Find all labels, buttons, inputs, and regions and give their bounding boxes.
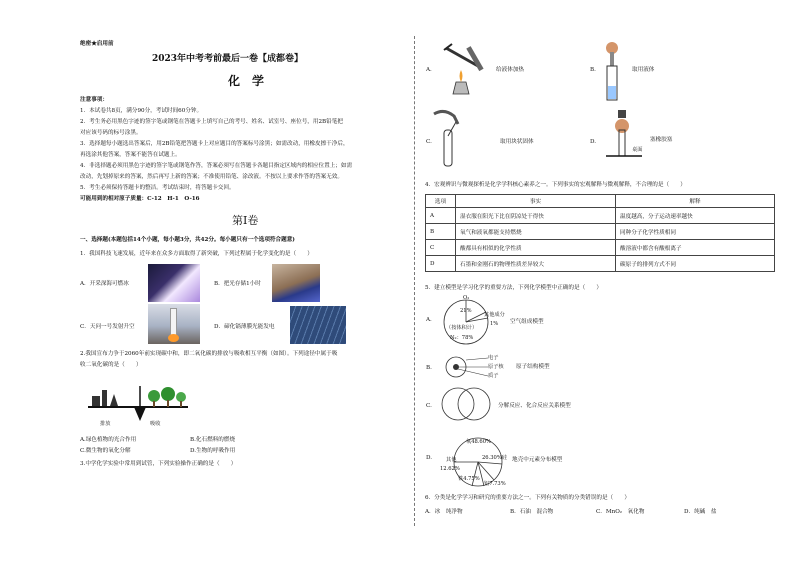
- q4-cell: 同种分子化学性质相同: [616, 224, 775, 240]
- q3-taking-solid-image: [430, 106, 470, 170]
- notes-line-3: 对应该号码的标号涂黑。: [80, 130, 142, 136]
- q5-d-iron: 铁4.75%: [458, 476, 480, 482]
- q2-balance-diagram: [84, 376, 194, 426]
- notes-line-4: 3．选择题每小题选出答案后，用2B铅笔把答题卡上对应题目的答案标号涂黑；如需改动，用橡皮擦干净后，: [80, 141, 349, 147]
- q4-cell: 酸都具有相似的化学性质: [456, 240, 616, 256]
- q1-option-b: B．把光存储1小时: [214, 281, 261, 287]
- table-row: [426, 208, 775, 224]
- q4-col-option: 选项: [426, 195, 456, 208]
- q5-a-21: 21%: [460, 308, 472, 314]
- q5-atom-model: [436, 354, 490, 380]
- q6-option-d: D．纯碱 盐: [684, 509, 717, 515]
- q3-caption-a: 给液体加热: [496, 67, 524, 73]
- q4-cell: A: [426, 208, 456, 224]
- column-divider: [414, 36, 415, 526]
- q5-b-nucleus: 原子核: [488, 364, 504, 370]
- table-header-row: [426, 195, 775, 208]
- q5-a-other: 其他成分: [484, 312, 505, 318]
- q3-taking-liquid-image: [598, 40, 628, 104]
- notes-line-6: 4．非选择题必须用黑色字迹的签字笔或钢笔作答，答案必须写在答题卡各题目指定区域内的相应位置上；如需: [80, 163, 353, 169]
- q5-b-proton: 质子: [488, 373, 499, 379]
- q5-d-other: 其他: [446, 457, 457, 463]
- q5-a-n2: N₂：78%: [450, 335, 474, 341]
- q4-col-fact: 事实: [456, 195, 616, 208]
- q2-stem: 2.我国宣布力争于2060年前实现碳中和，即二氧化碳的排放与吸收相互平衡（如图）。下列途径中属于吸: [80, 351, 338, 357]
- notes-line-1: 1．本试卷共8页，满分90分，考试时间60分钟。: [80, 108, 203, 114]
- q3-label-b: B.: [590, 67, 596, 73]
- q1-option-a: A．开采深海可燃冰: [80, 281, 129, 287]
- q5-a-1: 1%: [490, 321, 499, 327]
- q2-label-emission: 排放: [100, 421, 111, 427]
- q1-rocket-image: [148, 304, 200, 344]
- q2-option-b: B.化石燃料的燃烧: [190, 437, 236, 443]
- q4-cell: 石墨和金刚石的物理性质差异较大: [456, 256, 616, 272]
- q5-d-aluminium: 铝7.73%: [484, 481, 506, 487]
- table-row: [426, 240, 775, 256]
- q1-stem: 1．我国科技飞速发展，近年来在众多方面取得了新突破，下列过程属于化学变化的是（ ）: [80, 251, 313, 257]
- q5-label-a: A.: [426, 317, 432, 323]
- q2-option-a: A.绿色植物的光合作用: [80, 437, 137, 443]
- notes-heading: 注意事项：: [80, 97, 108, 103]
- q5-d-oxygen: 氧48.60%: [466, 439, 491, 445]
- q5-b-electron: 电子: [488, 355, 499, 361]
- section-instruction: 一、选择题(本题包括14个小题，每小题3分，共42分。每小题只有一个选项符合题意): [80, 237, 295, 243]
- q6-option-b: B．石油 混合物: [510, 509, 554, 515]
- q6-option-c: C．MnO₂ 氧化物: [596, 509, 645, 515]
- q4-cell: 湿衣服在阳光下比在阴凉处干得快: [456, 208, 616, 224]
- q3-caption-c: 取用块状固体: [500, 139, 534, 145]
- q6-option-a: A．冰 纯净物: [425, 509, 463, 515]
- q3-stem: 3.中学化学实验中常用到试管，下列实验操作正确的是（ ）: [80, 461, 237, 467]
- table-row: [426, 256, 775, 272]
- q5-d-silicon: 26.30%硅: [482, 455, 507, 461]
- q4-cell: C: [426, 240, 456, 256]
- q4-table: [425, 194, 775, 272]
- q2-stem-2: 收二氧化碳的是（ ）: [80, 362, 142, 368]
- q5-label-d: D.: [426, 455, 433, 461]
- q5-label-b: B.: [426, 365, 432, 371]
- q2-label-absorption: 吸收: [150, 421, 161, 427]
- q3-label-d: D.: [590, 139, 597, 145]
- q3-rubber-stopper-image: [604, 106, 644, 168]
- q1-solar-panel-image: [290, 306, 346, 344]
- q5-d-other-pct: 12.62%: [440, 466, 460, 472]
- q5-b-caption: 原子结构模型: [516, 364, 550, 370]
- q3-caption-b: 取用液体: [632, 67, 655, 73]
- q4-cell: 碳原子的排列方式不同: [616, 256, 775, 272]
- q3-heating-liquid-image: [438, 42, 498, 100]
- table-row: [426, 224, 775, 240]
- q1-fire-ice-image: [148, 264, 200, 302]
- q1-option-d: D．碲化镉薄膜光能发电: [214, 324, 275, 330]
- q4-stem: 4．宏观辨识与微观探析是化学学科核心素养之一。下列事实的宏观解释与微观解释，不合理的是（ ）: [425, 182, 686, 188]
- q3-desk-label: 桌面: [632, 147, 643, 153]
- q1-option-c: C．天问一号发射升空: [80, 324, 135, 330]
- q4-cell: 温度越高，分子运动速率越快: [616, 208, 775, 224]
- q3-label-c: C.: [426, 139, 432, 145]
- notes-line-8: 5．考生必须保持答题卡的整洁。考试结束时，将答题卡交回。: [80, 185, 235, 191]
- q4-cell: 氧气和液氧都能支持燃烧: [456, 224, 616, 240]
- q5-a-volume: （按体积计）: [446, 325, 478, 331]
- notes-line-2: 2．考生务必用黑色字迹的签字笔或钢笔在答题卡上填写自己的考号、姓名、试室号、座位号，用2B铅笔把: [80, 119, 343, 125]
- q5-venn-diagram: [436, 384, 496, 424]
- q4-cell: B: [426, 224, 456, 240]
- q3-label-a: A.: [426, 67, 432, 73]
- secret-mark: 绝密★启用前: [80, 41, 114, 47]
- q5-stem: 5．建立模型是学习化学的重要方法，下列化学模型中正确的是（ ）: [425, 285, 602, 291]
- subject-title: 化 学: [228, 74, 265, 88]
- q1-light-storage-image: [272, 264, 320, 302]
- q2-option-c: C.微生物的氧化分解: [80, 448, 131, 454]
- q5-label-c: C.: [426, 403, 432, 409]
- exam-title: 2023年中考考前最后一卷【成都卷】: [152, 54, 304, 64]
- q3-caption-d: 塞橡胶塞: [650, 137, 673, 143]
- q2-option-d: D.生物的呼吸作用: [190, 448, 236, 454]
- q4-cell: 酸溶液中都含有酸根离子: [616, 240, 775, 256]
- q4-col-explain: 解释: [616, 195, 775, 208]
- q4-cell: D: [426, 256, 456, 272]
- notes-line-5: 再选涂其他答案，答案不能答在试题上。: [80, 152, 181, 158]
- q5-c-caption: 分解反应、化合反应关系模型: [498, 403, 571, 409]
- atomic-mass-line: 可能用到的相对原子质量：C-12 H-1 O-16: [80, 196, 200, 202]
- q5-d-caption: 地壳中元素分布模型: [512, 457, 563, 463]
- q5-a-caption: 空气组成模型: [510, 319, 544, 325]
- notes-line-7: 改动，先划掉原来的答案，然后再写上新的答案；不准使用铅笔、涂改液。不按以上要求作答的答案无效。: [80, 174, 343, 180]
- q5-a-o2: O₂: [463, 295, 470, 301]
- q6-stem: 6．分类是化学学习和研究的重要方法之一。下列有关物质的分类错误的是（ ）: [425, 495, 630, 501]
- section-title: 第Ⅰ卷: [232, 214, 259, 227]
